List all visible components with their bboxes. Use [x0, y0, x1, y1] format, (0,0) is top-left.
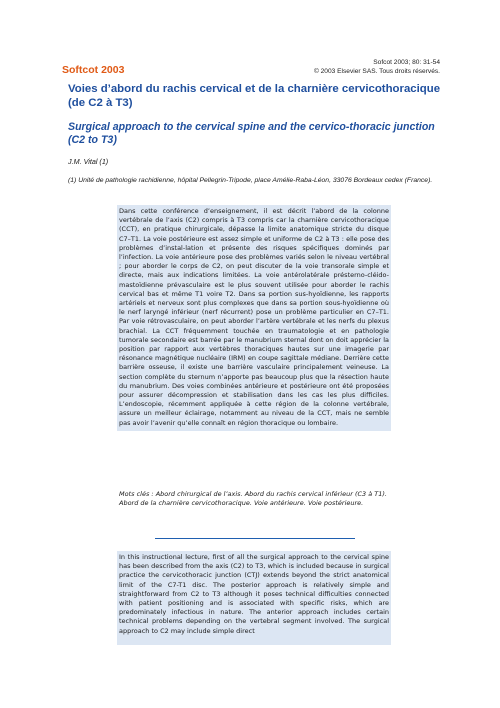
title-french: Voies d’abord du rachis cervical et de la charnière cervicothoracique (de C2 à T3) — [68, 83, 441, 109]
affiliation: (1) Unité de pathologie rachidienne, hôpital Pellegrin-Tripode, place Amélie-Raba-Léon, 33076 Bordeaux cedex (France). — [68, 177, 433, 184]
abstract-french-box — [117, 205, 391, 431]
author-line: J.M. Vital (1) — [68, 157, 109, 166]
abstract-english-box — [117, 551, 391, 645]
abstract-english-text: In this instructional lecture, first of all the surgical approach to the cervical spine has been described from the axis (C2) to T3, which is included because in surgical practice the cervicothoracic junction (CTJ) extends beyond the strict anatomical limit of the C7-T1 disc. The posterior approach is relatively simple and straightforward from C2 to T3 although it poses technical difficulties connected with patient positioning and is associated with specific risks, which are predominately infectious in nature. The anterior approach includes certain technical problems depending on the vertebral segment involved. The surgical approach to C2 may include simple direct — [119, 553, 389, 635]
copyright-notice: © 2003 Elsevier SAS. Tous droits réservés. — [313, 68, 440, 75]
journal-name: Softcot 2003 — [62, 64, 125, 76]
keywords-french: Mots clés : Abord chirurgical de l’axis. Abord du rachis cervical inférieur (C3 à T1). Abord de la charnière cervicothoracique. Voie antérieure. Voie postérieure. — [119, 490, 387, 508]
citation-block — [314, 58, 440, 76]
abstract-french-text: Dans cette conférence d’enseignement, il est décrit l’abord de la colonne vertébrale de l’axis (C2) compris à T3 compris car la charnière cervicothoracique (CCT), en pratique chirurgicale, dépasse la limite anatomique stricte du disque C7–T1. La voie postérieure est assez simple et uniforme de C2 à T3 : elle pose des problèmes d’instal-lation et présente des risques spécifiques dominés par l’infection. La voie antérieure pose des problèmes variés selon le niveau vertébral ; pour aborder le corps de C2, on peut discuter de la voie transorale simple et directe, mais aux indications limitées. La voie antérolatérale présterno-cléido-mastoïdienne prévasculaire est le plus souvent utilisée pour aborder le rachis cervical bas et même T1 voire T2. Dans sa portion sus-hyoïdienne, les rapports artériels et nerveux sont plus complexes que dans sa portion sous-hyoïdienne où le nerf laryngé inférieur (nerf récurrent) pose un problème particulier en C7–T1. Par voie rétrovasculaire, on peut aborder l’artère vertébrale et les nerfs du plexus brachial. La CCT fréquemment touchée en traumatologie et en pathologie tumorale secondaire est barrée par le manubrium sternal dont on doit apprécier la position par rapport aux vertèbres thoraciques hautes sur une imagerie par résonance magnétique nucléaire (IRM) en coupe sagittale médiane. Derrière cette barrière osseuse, il existe une barrière vasculaire principalement veineuse. La section complète du sternum n’apporte pas beaucoup plus que la résection haute du manubrium. Des voies combinées antérieure et postérieure ont été proposées pour assurer décompression et stabilisation dans les cas les plus difficiles. L’endoscopie, récemment appliquée à cette région de la colonne vertébrale, assure un meilleur éclairage, notamment au niveau de la CCT, mais ne semble pas avoir l’avenir qu’elle connaît en région thoracique ou lombaire. — [119, 207, 389, 427]
title-english: Surgical approach to the cervical spine and the cervico-thoracic junction (C2 to T3) — [68, 121, 435, 146]
citation-reference: Sofcot 2003; 80: 31-54 — [373, 59, 440, 66]
section-divider — [155, 538, 355, 539]
